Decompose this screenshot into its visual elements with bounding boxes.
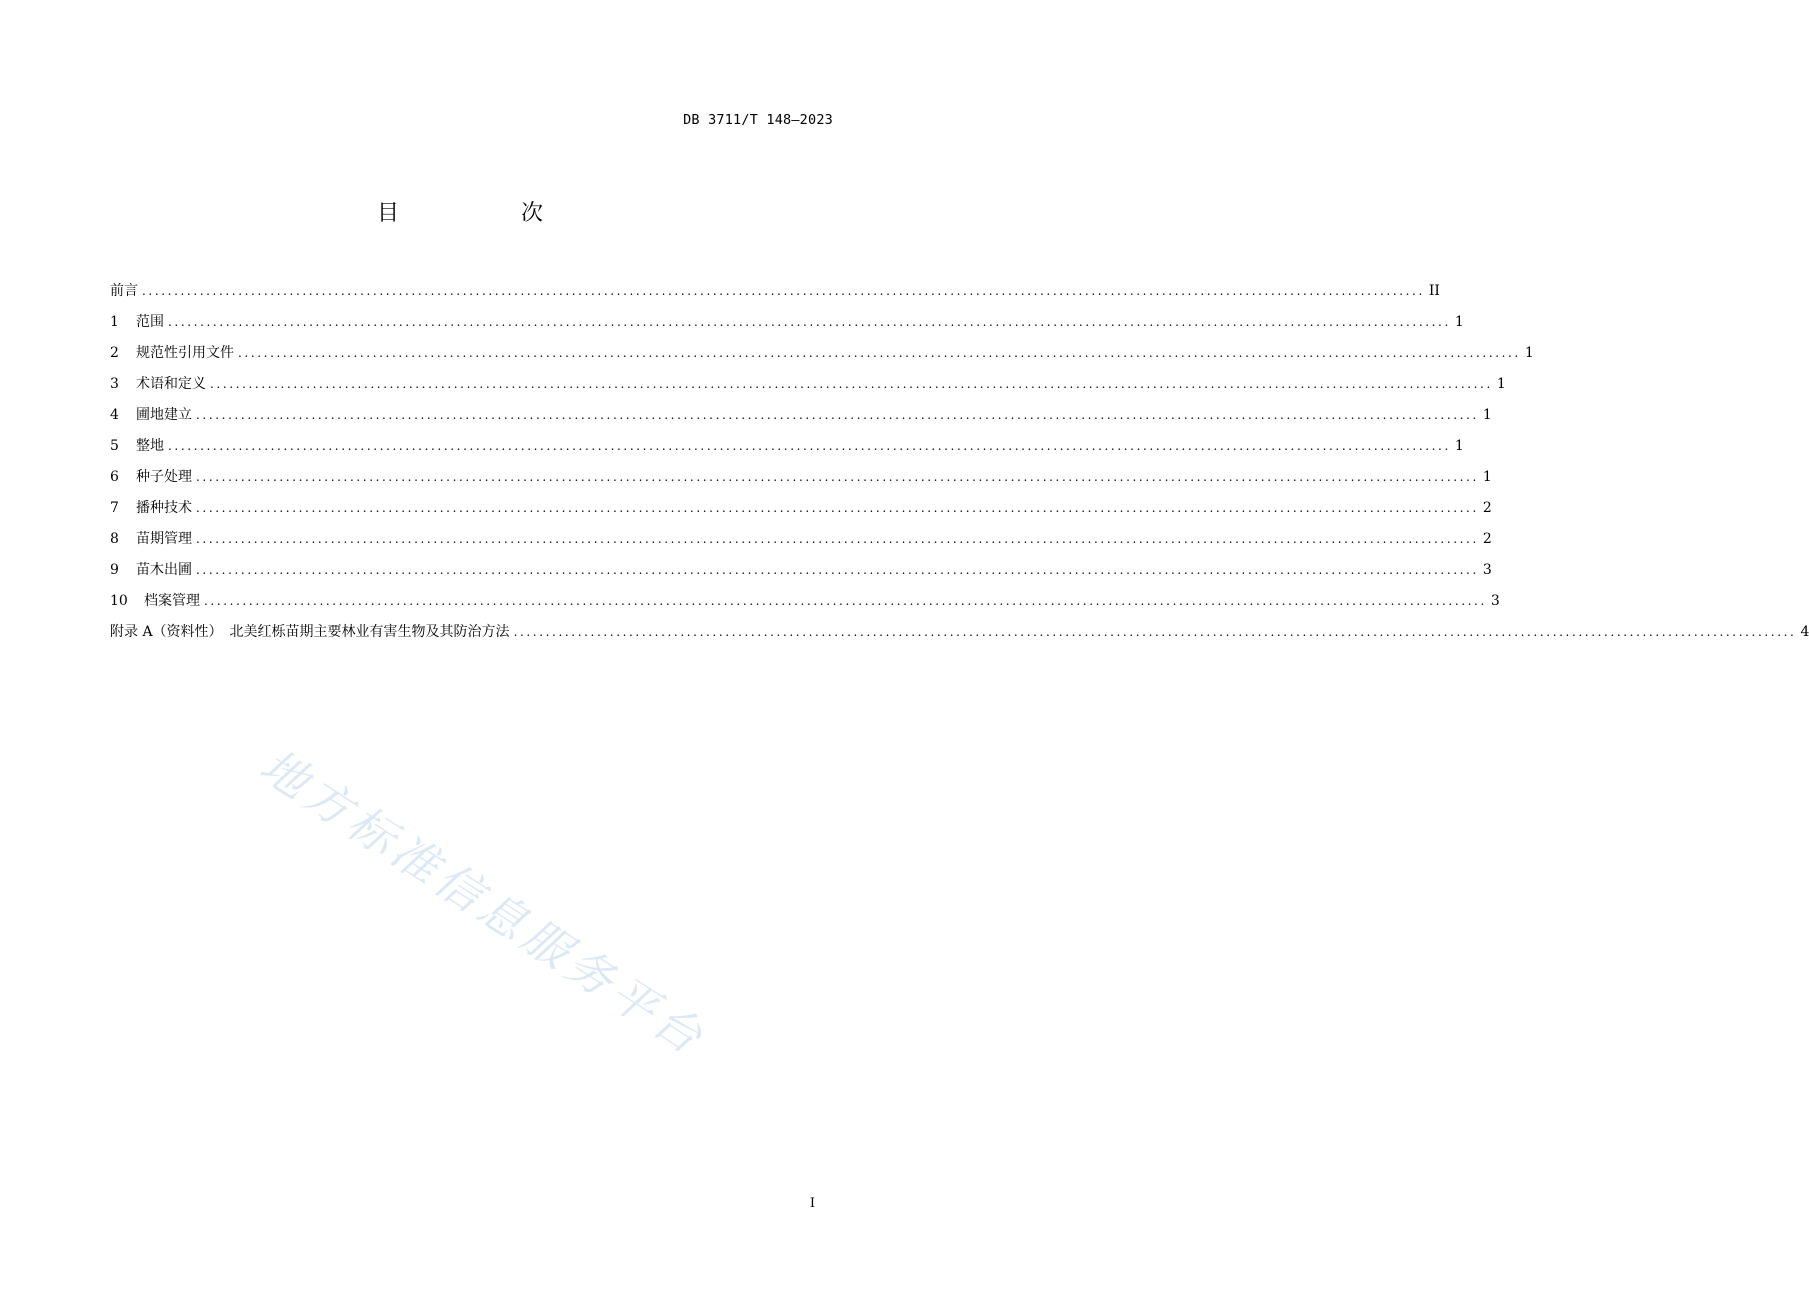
toc-entry-label: 苗期管理 bbox=[136, 531, 192, 547]
toc-entry-label: 范围 bbox=[136, 314, 164, 330]
toc-entry-page: 1 bbox=[1482, 407, 1492, 423]
toc-entry-label: 整地 bbox=[136, 438, 164, 454]
toc-entry-number: 3 bbox=[110, 376, 119, 392]
toc-entry-number: 2 bbox=[110, 345, 119, 361]
table-of-contents bbox=[110, 280, 1809, 652]
toc-entry-seed-treatment[interactable] bbox=[110, 466, 1492, 497]
toc-entry-label: 种子处理 bbox=[136, 469, 192, 485]
toc-dot-leader: ........................................................................................................................................................................................................ bbox=[168, 315, 1451, 329]
toc-dot-leader: ........................................................................................................................................................................................................ bbox=[238, 346, 1521, 360]
toc-entry-page: 1 bbox=[1454, 314, 1464, 330]
toc-entry-number: 9 bbox=[110, 562, 119, 578]
toc-entry-number: 4 bbox=[110, 407, 119, 423]
toc-entry-number: 10 bbox=[110, 593, 128, 609]
toc-dot-leader: ........................................................................................................................................................................................................ bbox=[204, 594, 1487, 608]
toc-dot-leader: ........................................................................................................................................................................................................ bbox=[196, 408, 1479, 422]
toc-dot-leader: ........................................................................................................................................................................................................ bbox=[196, 470, 1479, 484]
toc-entry-page: 1 bbox=[1482, 469, 1492, 485]
toc-entry-page: 3 bbox=[1490, 593, 1500, 609]
toc-entry-terms-definitions[interactable] bbox=[110, 373, 1506, 404]
toc-entry-nursery-establishment[interactable] bbox=[110, 404, 1492, 435]
toc-entry-records-management[interactable] bbox=[110, 590, 1500, 621]
toc-entry-label: 术语和定义 bbox=[136, 376, 206, 392]
toc-entry-label: 苗木出圃 bbox=[136, 562, 192, 578]
toc-entry-number: 8 bbox=[110, 531, 119, 547]
toc-entry-normative-references[interactable] bbox=[110, 342, 1534, 373]
toc-entry-label: 档案管理 bbox=[144, 593, 200, 609]
toc-entry-sowing-technique[interactable] bbox=[110, 497, 1492, 528]
toc-entry-page: II bbox=[1428, 283, 1440, 299]
toc-dot-leader: ........................................................................................................................................................................................................ bbox=[196, 563, 1479, 577]
standard-code: DB 3711/T 148—2023 bbox=[683, 112, 833, 128]
toc-entry-label: 圃地建立 bbox=[136, 407, 192, 423]
toc-entry-label: 播种技术 bbox=[136, 500, 192, 516]
toc-entry-land-preparation[interactable] bbox=[110, 435, 1464, 466]
toc-entry-label: 前言 bbox=[110, 283, 138, 299]
page-number: I bbox=[809, 1196, 815, 1211]
toc-entry-label: 规范性引用文件 bbox=[136, 345, 234, 361]
toc-entry-number: 5 bbox=[110, 438, 119, 454]
toc-entry-number: 7 bbox=[110, 500, 119, 516]
toc-entry-label: 附录 A（资料性） 北美红栎苗期主要林业有害生物及其防治方法 bbox=[110, 624, 510, 640]
toc-entry-page: 2 bbox=[1482, 531, 1492, 547]
toc-dot-leader: ........................................................................................................................................................................................................ bbox=[210, 377, 1493, 391]
toc-entry-page: 1 bbox=[1496, 376, 1506, 392]
toc-dot-leader: ........................................................................................................................................................................................................ bbox=[196, 532, 1479, 546]
toc-entry-scope[interactable] bbox=[110, 311, 1464, 342]
toc-entry-number: 1 bbox=[110, 314, 119, 330]
toc-entry-page: 4 bbox=[1800, 624, 1809, 640]
toc-dot-leader: ........................................................................................................................................................................................................ bbox=[142, 284, 1425, 298]
toc-entry-seedling-lifting[interactable] bbox=[110, 559, 1492, 590]
toc-entry-appendix-a[interactable] bbox=[110, 621, 1809, 652]
toc-dot-leader: ........................................................................................................................................................................................................ bbox=[168, 439, 1451, 453]
toc-entry-page: 3 bbox=[1482, 562, 1492, 578]
toc-entry-page: 2 bbox=[1482, 500, 1492, 516]
toc-dot-leader: ........................................................................................................................................................................................................ bbox=[513, 625, 1797, 639]
toc-entry-number: 6 bbox=[110, 469, 119, 485]
page-title: 目 次 bbox=[376, 201, 593, 226]
toc-entry-page: 1 bbox=[1454, 438, 1464, 454]
toc-dot-leader: ........................................................................................................................................................................................................ bbox=[196, 501, 1479, 515]
toc-entry-foreword[interactable] bbox=[110, 280, 1440, 311]
toc-entry-seedling-management[interactable] bbox=[110, 528, 1492, 559]
watermark: 地方标准信息服务平台 bbox=[250, 738, 717, 1067]
toc-entry-page: 1 bbox=[1524, 345, 1534, 361]
